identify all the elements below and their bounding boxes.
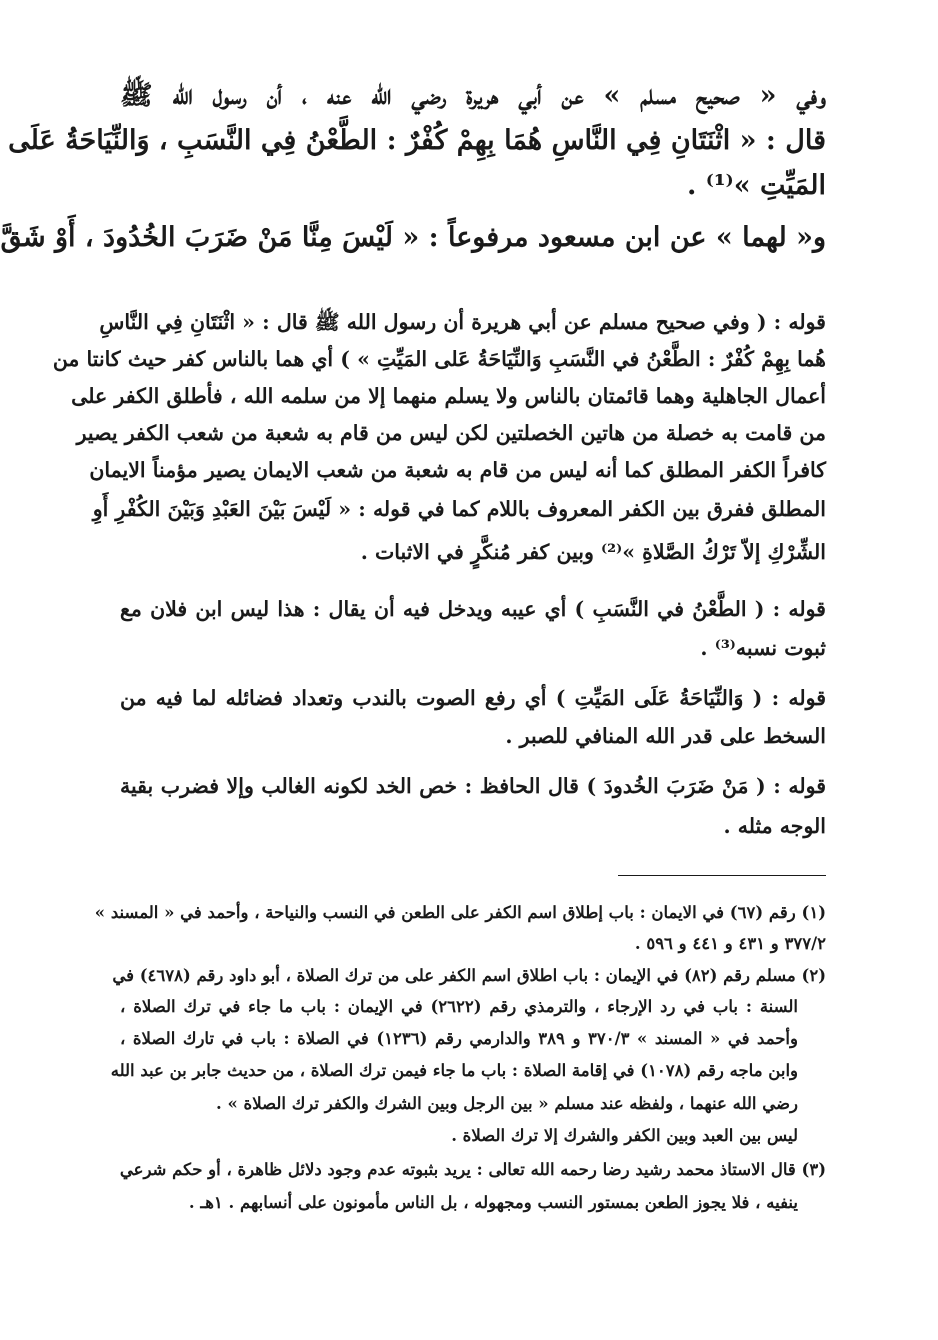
commentary-line: قوله : ( الطَّعْنُ في النَّسَبِ ) أي عيبه ويدخل فيه أن يقال : هذا ليس ابن فلان مع <box>120 597 826 621</box>
commentary-line: الوجه مثله . <box>723 814 826 838</box>
hadith-line: قال : « اثْنَتَانِ فِي النَّاسِ هُمَا بِهِمْ كُفْرٌ : الطَّعْنُ فِي النَّسَبِ ، وَالنِّيَاحَةُ عَلَى <box>8 125 826 156</box>
footnote-line: وأحمد في « المسند » ٣٧٠/٣ و ٣٨٩ والدارمي رقم (١٢٣٦) في الصلاة : باب في تارك الصلاة ، <box>120 1029 798 1048</box>
footnote-line: ليس بين العبد وبين الكفر والشرك إلا ترك الصلاة . <box>451 1126 798 1145</box>
footnote-line: وابن ماجه رقم (١٠٧٨) في إقامة الصلاة : باب ما جاء فيمن ترك الصلاة ، من حديث جابر بن عبد الله <box>110 1061 798 1080</box>
hadith-line: وفي « صحيح مسلم » عن أبي هريرة رضي الله عنه ، أن رسول الله ﷺ <box>120 80 826 111</box>
commentary-line: قوله : ( مَنْ ضَرَبَ الخُدودَ ) قال الحافظ : خص الخد لكونه الغالب وإلا فضرب بقية <box>120 774 826 798</box>
commentary-line: كافراً الكفر المطلق كما أنه ليس من قام به شعبة من شعب الايمان يصير مؤمناً الايمان <box>89 458 826 482</box>
commentary-line: قوله : ( وفي صحيح مسلم عن أبي هريرة أن رسول الله ﷺ قال : « اثْنَتَانِ فِي النَّاسِ <box>99 310 826 334</box>
commentary-line: ثبوت نسبه⁽³⁾ . <box>700 636 826 660</box>
hadith-line: المَيِّتِ »⁽¹⁾ . <box>687 170 826 201</box>
commentary-line: السخط على قدر الله المنافي للصبر . <box>505 724 826 748</box>
commentary-line: قوله : ( وَالنِّيَاحَةُ عَلَى المَيِّتِ ) أي رفع الصوت بالندب وتعداد فضائله لما فيه من <box>120 686 826 710</box>
commentary-line: هُما بِهِمْ كُفْرٌ : الطَّعْنُ في النَّسَبِ وَالنِّيَاحَةُ عَلى المَيِّتِ » ) أي هما بالناس كفر حيث كانتا من <box>52 347 826 371</box>
footnote-line: رضي الله عنهما ، ولفظه عند مسلم « بين الرجل وبين الشرك والكفر ترك الصلاة » . <box>216 1094 798 1113</box>
footnote-divider <box>618 875 826 876</box>
commentary-line: من قامت به خصلة من هاتين الخصلتين لكن ليس من قام به شعبة من شعب الكفر يصير <box>76 421 826 445</box>
footnote-line: (١) رقم (٦٧) في الايمان : باب إطلاق اسم الكفر على الطعن في النسب والنياحة ، وأحمد في « المسند » <box>94 903 826 922</box>
footnote-line: السنة : باب في رد الإرجاء ، والترمذي رقم (٢٦٢٢) في الإيمان : باب ما جاء في ترك الصلاة ، <box>120 997 798 1016</box>
footnote-line: ٣٧٧/٢ و ٤٣١ و ٤٤١ و ٥٩٦ . <box>634 934 826 953</box>
hadith-line: و« لهما » عن ابن مسعود مرفوعاً : « لَيْسَ مِنَّا مَنْ ضَرَبَ الخُدُودَ ، أَوْ شَقَّ <box>0 222 826 253</box>
commentary-line: الشِّرْكِ إلاّ تَرْكُ الصَّلاةِ »⁽²⁾ وبين كفر مُنكَّرٍ في الاثبات . <box>360 540 826 564</box>
footnote-line: (٣) قال الاستاذ محمد رشيد رضا رحمه الله تعالى : يريد بثبوته عدم وجود دلائل ظاهرة ، أو حكم شرعي <box>119 1160 826 1179</box>
commentary-line: أعمال الجاهلية وهما قائمتان بالناس ولا يسلم منهما إلا من سلمه الله ، فأطلق الكفر على <box>71 384 826 408</box>
commentary-line: المطلق ففرق بين الكفر المعروف باللام كما في قوله : « لَيْسَ بَيْنَ العَبْدِ وَبَيْنَ الكُفْرِ أَوِ <box>92 497 826 521</box>
footnote-line: ينفيه ، فلا يجوز الطعن بمستور النسب ومجهوله ، بل الناس مأمونون على أنسابهم . ١هـ . <box>188 1193 798 1212</box>
footnote-line: (٢) مسلم رقم (٨٢) في الإيمان : باب اطلاق اسم الكفر على من ترك الصلاة ، أبو داود رقم (٤٦٧٨) في <box>112 966 826 985</box>
